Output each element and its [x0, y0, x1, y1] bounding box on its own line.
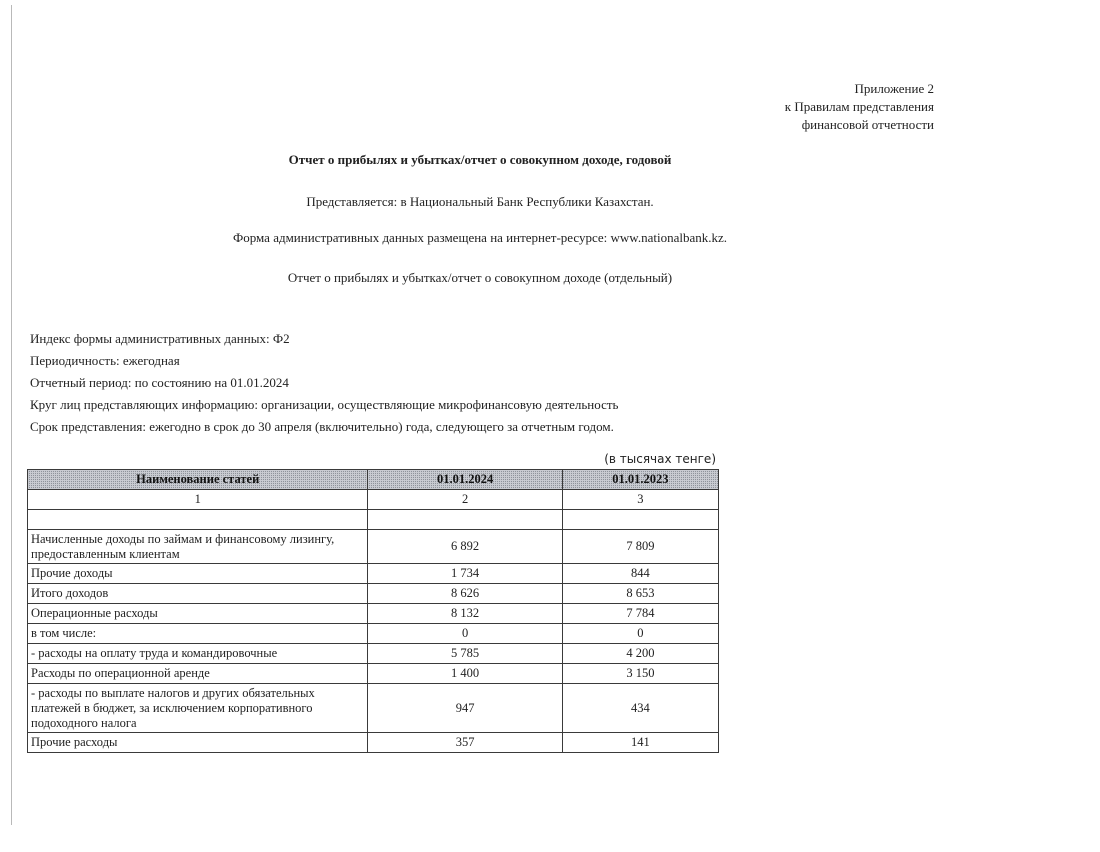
- value-2023: 7 809: [562, 530, 718, 564]
- value-2024: 8 132: [368, 604, 562, 624]
- scan-edge-line: [11, 5, 12, 825]
- table-row: [28, 584, 719, 604]
- empty-cell: [28, 510, 368, 530]
- value-2024: 5 785: [368, 644, 562, 664]
- submitted-to: Представляется: в Национальный Банк Республики Казахстан.: [306, 194, 654, 209]
- column-header-item-name: Наименование статей: [28, 470, 368, 490]
- value-2023: 4 200: [562, 644, 718, 664]
- value-2024: 357: [368, 733, 562, 753]
- row-label: Прочие расходы: [28, 733, 368, 753]
- row-label: Операционные расходы: [28, 604, 368, 624]
- table-row: [28, 564, 719, 584]
- value-2023: 7 784: [562, 604, 718, 624]
- appendix-reference: [785, 80, 934, 134]
- value-2024: 0: [368, 624, 562, 644]
- table-row: [28, 624, 719, 644]
- row-label: Итого доходов: [28, 584, 368, 604]
- empty-cell: [368, 510, 562, 530]
- row-label: - расходы на оплату труда и командировочные: [28, 644, 368, 664]
- table-row: [28, 530, 719, 564]
- reporting-period: Отчетный период: по состоянию на 01.01.2024: [30, 375, 289, 390]
- form-index: Индекс формы административных данных: Ф2: [30, 331, 290, 346]
- value-2024: 8 626: [368, 584, 562, 604]
- row-label: в том числе:: [28, 624, 368, 644]
- table-row: [28, 664, 719, 684]
- table-header-row: [28, 470, 719, 490]
- submission-deadline: Срок представления: ежегодно в срок до 30 апреля (включительно) года, следующего за отчетным годом.: [30, 419, 614, 434]
- appendix-line-1: Приложение 2: [854, 81, 934, 96]
- report-subtitle: Отчет о прибылях и убытках/отчет о совокупном доходе (отдельный): [287, 270, 673, 285]
- value-2024: 947: [368, 684, 562, 733]
- value-2023: 844: [562, 564, 718, 584]
- row-label: Начисленные доходы по займам и финансовому лизингу, предоставленным клиентам: [28, 530, 368, 564]
- value-2023: 3 150: [562, 664, 718, 684]
- row-label: Расходы по операционной аренде: [28, 664, 368, 684]
- table-row: [28, 684, 719, 733]
- table-row: [28, 604, 719, 624]
- form-metadata: [30, 328, 618, 438]
- empty-cell: [562, 510, 718, 530]
- value-2023: 141: [562, 733, 718, 753]
- value-2023: 434: [562, 684, 718, 733]
- appendix-line-2: к Правилам представления: [784, 99, 934, 114]
- appendix-line-3: финансовой отчетности: [801, 117, 934, 132]
- value-2024: 1 400: [368, 664, 562, 684]
- row-label: Прочие доходы: [28, 564, 368, 584]
- table-row: [28, 733, 719, 753]
- column-index-2: 2: [368, 490, 562, 510]
- report-title: Отчет о прибылях и убытках/отчет о совокупном доходе, годовой: [288, 152, 672, 167]
- column-index-row: [28, 490, 719, 510]
- column-index-3: 3: [562, 490, 718, 510]
- column-header-2023: 01.01.2023: [562, 470, 718, 490]
- income-statement-table: [27, 469, 719, 753]
- column-index-1: 1: [28, 490, 368, 510]
- row-label: - расходы по выплате налогов и других обязательных платежей в бюджет, за исключением корпоративного подоходного налога: [28, 684, 368, 733]
- value-2024: 1 734: [368, 564, 562, 584]
- respondents: Круг лиц представляющих информацию: организации, осуществляющие микрофинансовую деятельность: [30, 397, 619, 412]
- table-row: [28, 644, 719, 664]
- value-2023: 8 653: [562, 584, 718, 604]
- form-location: Форма административных данных размещена на интернет-ресурсе: www.nationalbank.kz.: [232, 230, 728, 245]
- value-2023: 0: [562, 624, 718, 644]
- units-note: (в тысячах тенге): [604, 452, 716, 466]
- column-header-2024: 01.01.2024: [368, 470, 562, 490]
- value-2024: 6 892: [368, 530, 562, 564]
- periodicity: Периодичность: ежегодная: [30, 353, 180, 368]
- empty-row: [28, 510, 719, 530]
